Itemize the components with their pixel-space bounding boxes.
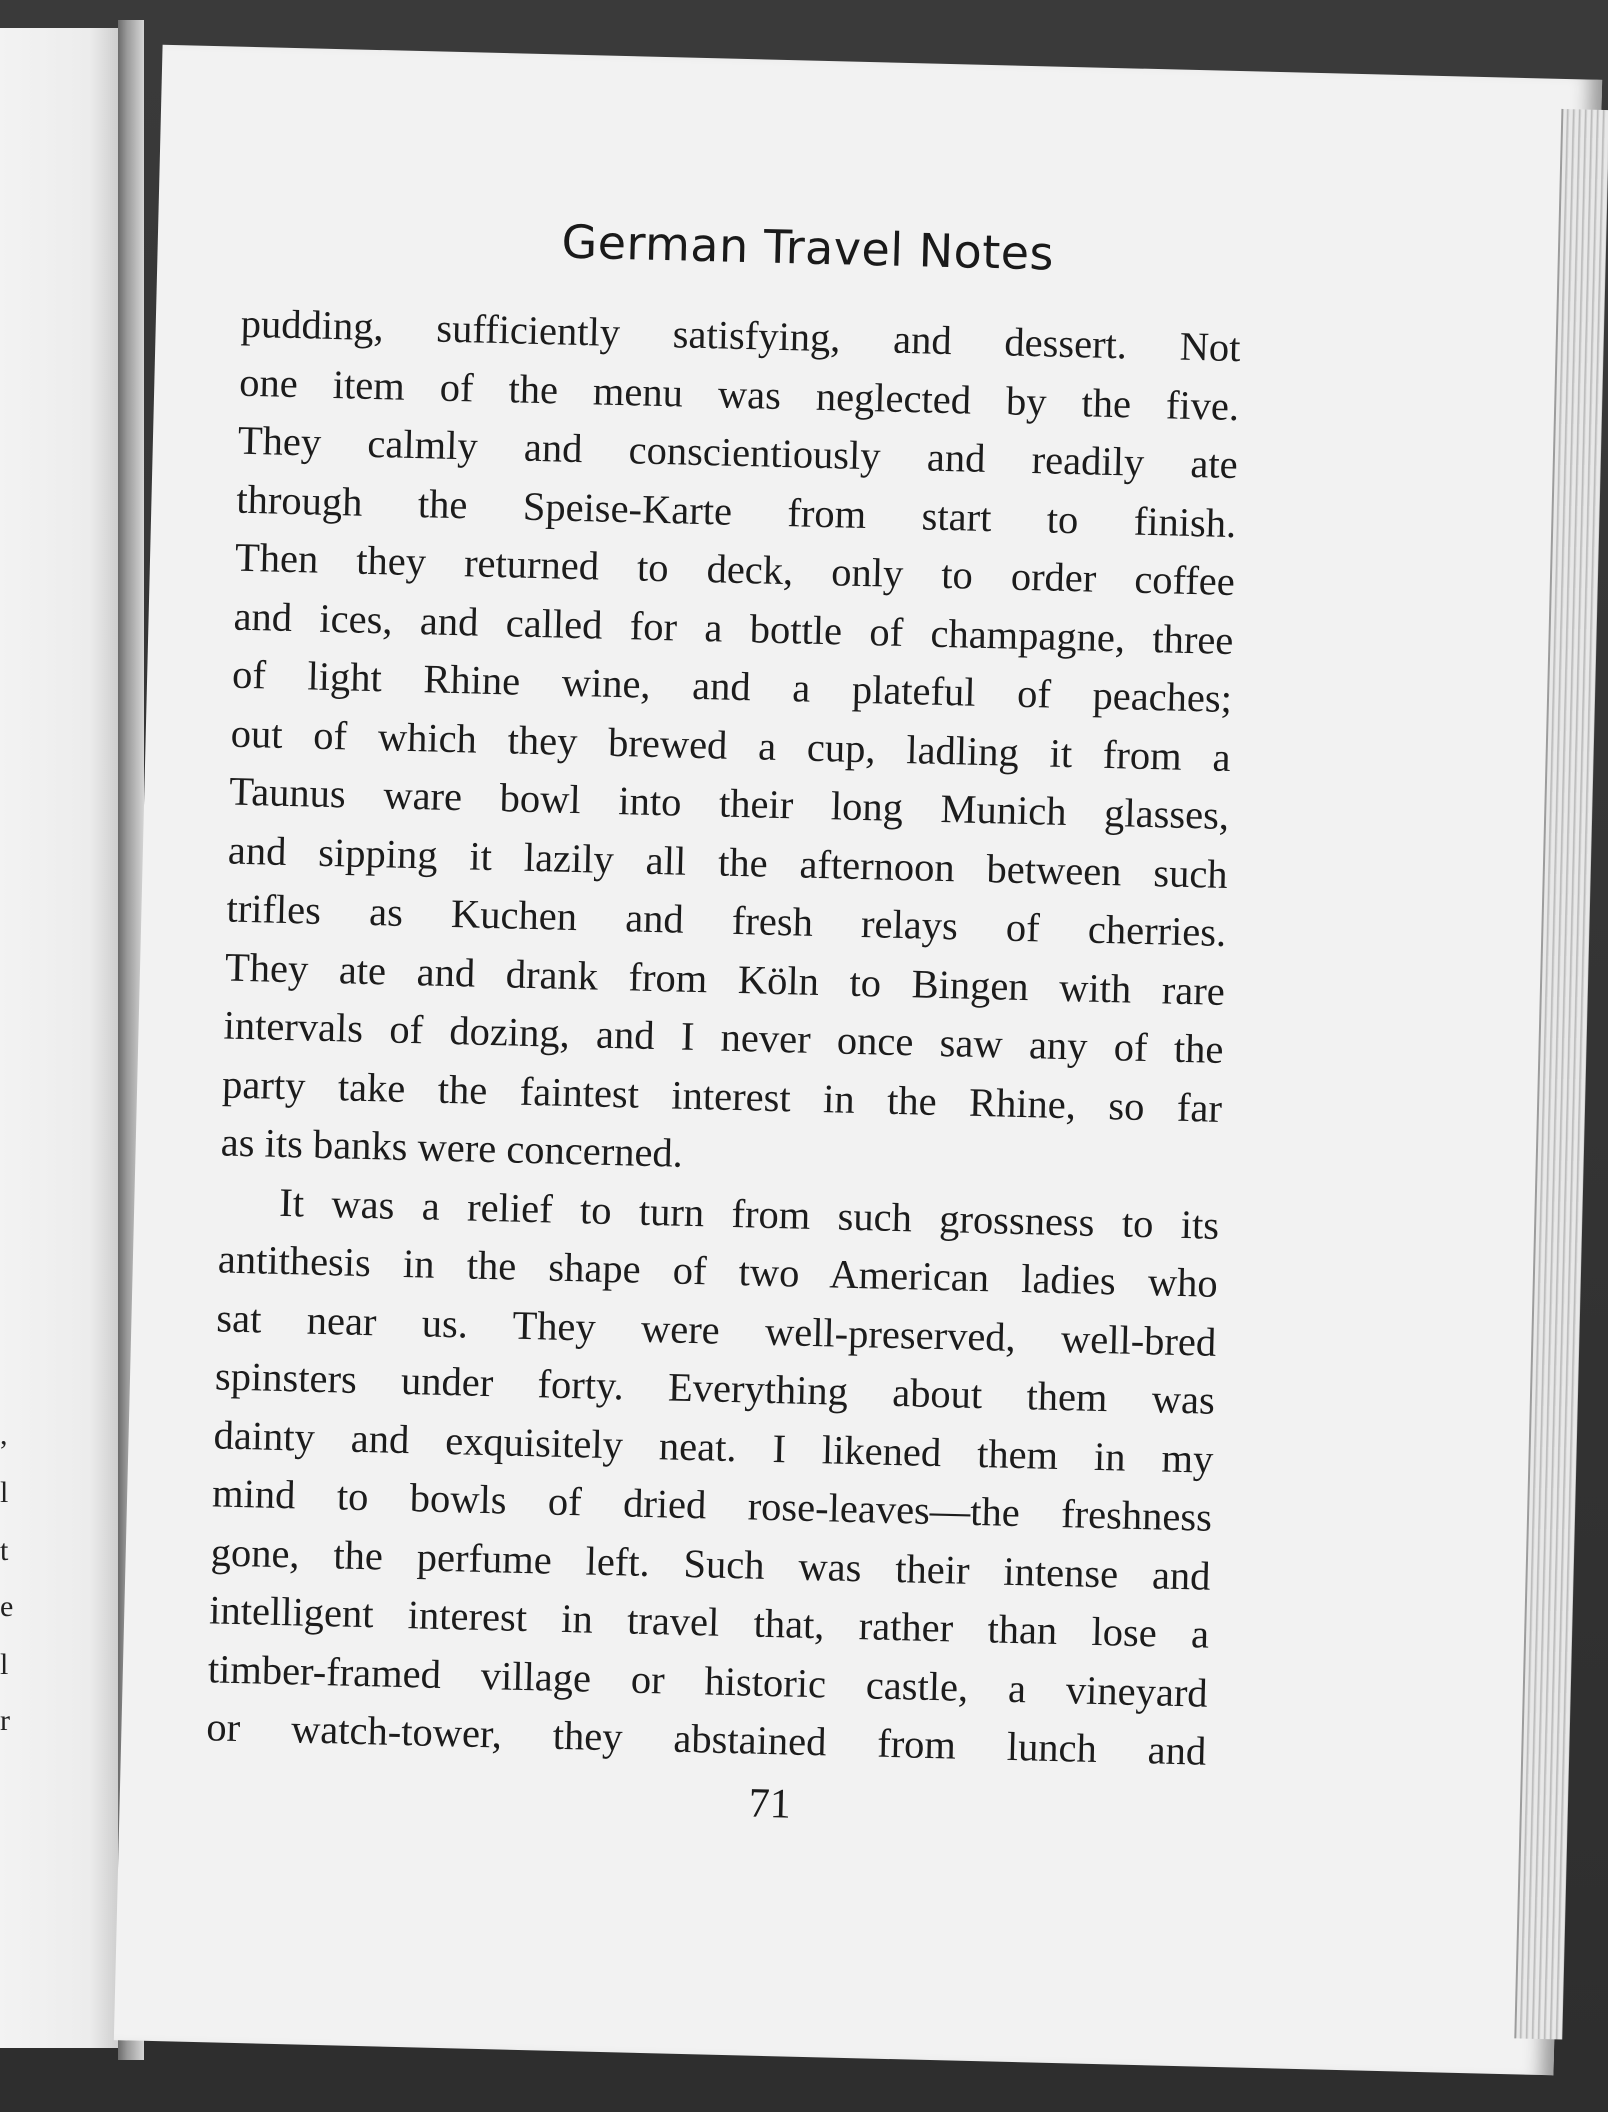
text-line: antithesis in the shape of two American ladies who [217,1236,1219,1306]
text-line: one item of the menu was neglected by the five. [238,359,1240,429]
paragraph [206,1172,1220,1781]
text-line: timber-framed village or historic castle, a vineyard [207,1645,1209,1716]
book-page [114,45,1602,2076]
text-line: and sipping it lazily all the afternoon between such [227,827,1229,897]
text-line: gone, the perfume left. Such was their intense and [210,1528,1212,1599]
page-edges [1514,109,1608,2040]
text-line: mind to bowls of dried rose-leaves—the freshness [211,1470,1213,1540]
text-line: sat near us. They were well-preserved, well-bred [215,1294,1217,1365]
text-line: Taunus ware bowl into their long Munich glasses, [228,768,1230,838]
margin-letter: t [0,1534,9,1567]
margin-letter: l [0,1476,9,1509]
text-line: They ate and drank from Köln to Bingen with rare [224,944,1226,1014]
running-head: German Travel Notes [560,214,1055,281]
text-line: spinsters under forty. Everything about them was [214,1353,1216,1423]
margin-letter: , [0,1418,8,1451]
text-line: party take the faintest interest in the Rhine, so far [221,1060,1223,1131]
page-number: 71 [748,1780,792,1828]
margin-letter: r [0,1704,10,1737]
text-line: and ices, and called for a bottle of champagne, three [233,593,1234,663]
body-text [206,295,1241,1781]
text-line: of light Rhine wine, and a plateful of peaches; [231,651,1233,722]
text-line: pudding, sufficiently satisfying, and dessert. Not [240,300,1242,371]
text-line: intervals of dozing, and I never once saw any of the [223,1002,1224,1072]
facing-page-margin-letters [0,28,20,2048]
margin-letter: e [0,1590,14,1623]
paragraph [220,295,1241,1197]
text-line: intelligent interest in travel that, rather than lose a [208,1587,1210,1657]
text-line: It was a relief to turn from such grossness to its [278,1179,1220,1248]
text-line: or watch-tower, they abstained from lunch and [205,1704,1207,1774]
text-line: as its banks were concerned. [220,1119,684,1176]
text-line: through the Speise-Karte from start to finish. [235,476,1237,546]
text-line: They calmly and conscientiously and readily ate [237,417,1239,488]
facing-page-edge [0,28,128,2048]
text-line: trifles as Kuchen and fresh relays of cherries. [225,885,1227,955]
text-line: out of which they brewed a cup, ladling it from a [230,710,1232,780]
text-line: Then they returned to deck, only to order coffee [234,534,1236,605]
margin-letter: l [0,1648,9,1681]
text-line: dainty and exquisitely neat. I likened them in my [213,1411,1214,1482]
